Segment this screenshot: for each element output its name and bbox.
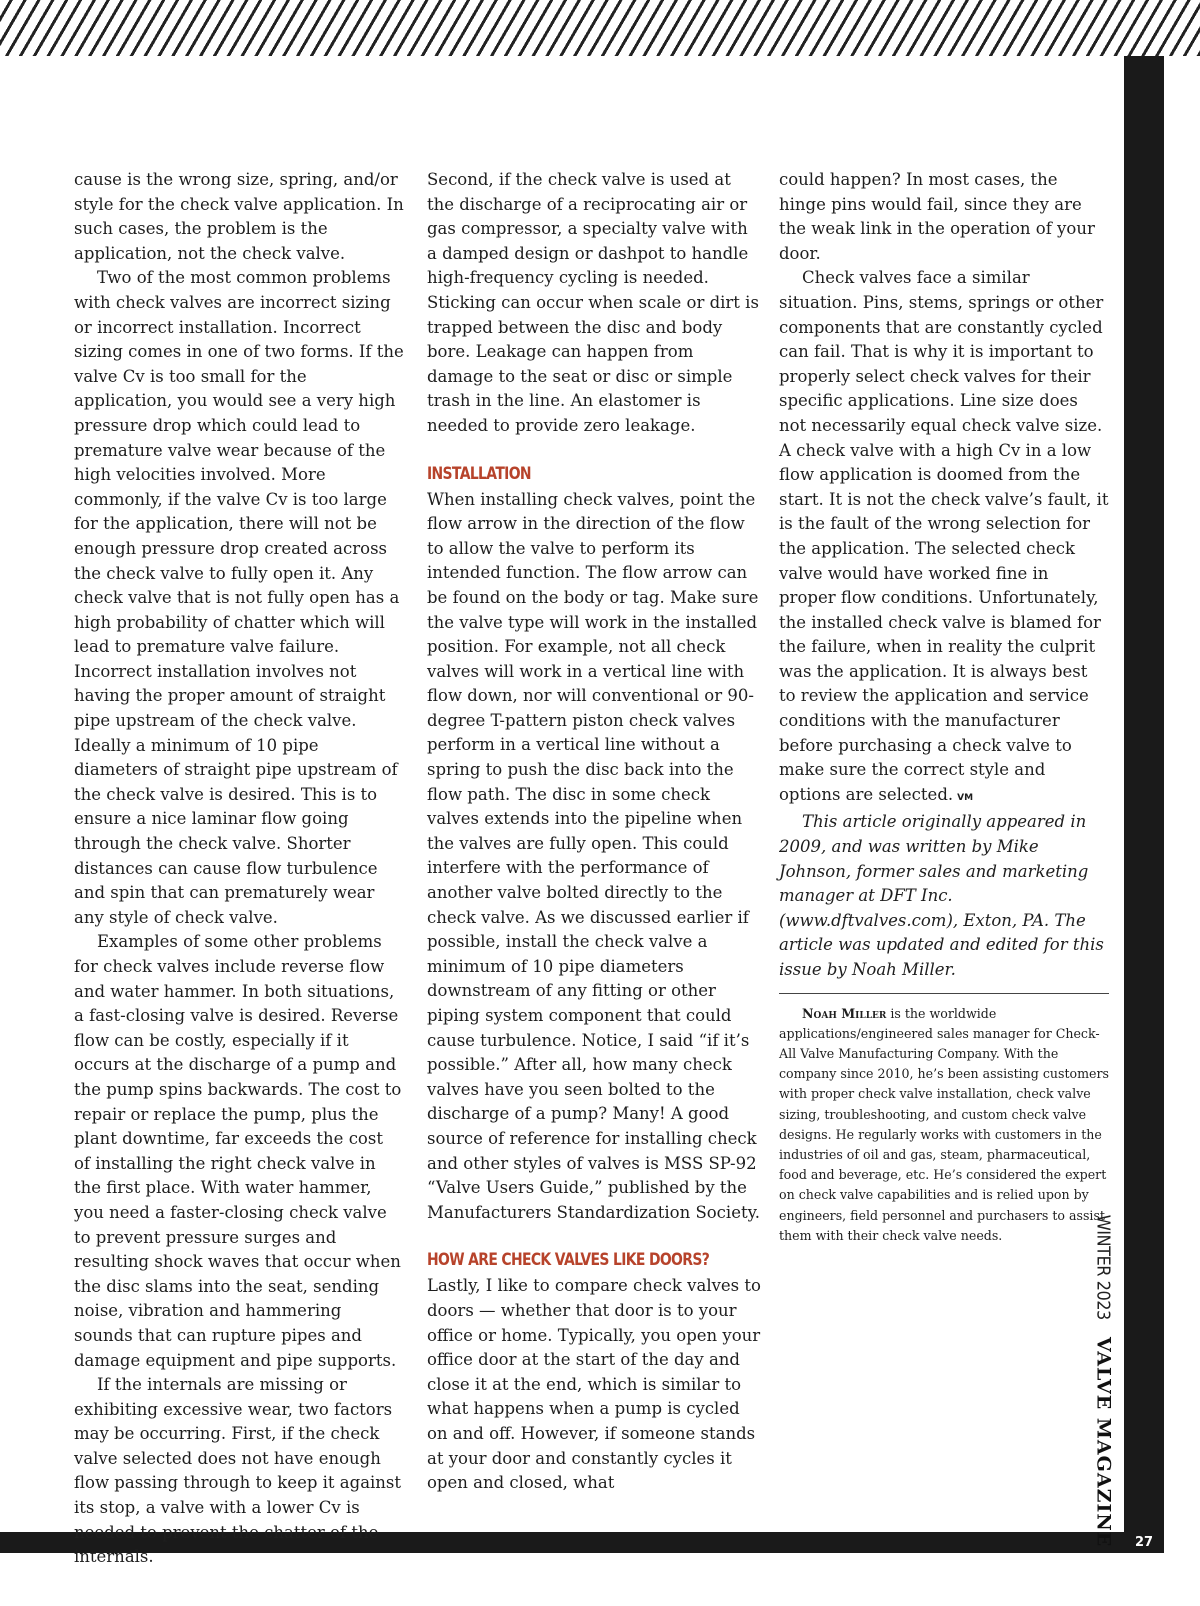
article-column-2 xyxy=(427,168,762,1496)
paragraph: cause is the wrong size, spring, and/or style for the check valve application. In such cases, the problem is the application, not the check valve. xyxy=(74,170,404,263)
article-column-1 xyxy=(74,168,404,1570)
paragraph: Second, if the check valve is used at the discharge of a reciprocating air or gas compressor, a specialty valve with a damped design or dashpot to handle high-frequency cycling is needed. Sticking can occur when scale or dirt is trapped between the disc and body bore. Leakage can happen from damage to the seat or disc or simple trash in the line. An elastomer is needed to provide zero leakage. xyxy=(427,170,759,435)
issue-label: WINTER 2023 xyxy=(1092,1214,1114,1320)
paragraph-text: Check valves face a similar situation. Pins, stems, springs or other components that are constantly cycled can fail. That is why it is important to properly select check valves for their specific applications. Line size does not necessarily equal check valve size. A check valve with a high Cv in a low flow application is doomed from the start. It is not the check valve’s fault, it is the fault of the wrong selection for the application. The selected check valve would have worked fine in proper flow conditions. Unfortunately, the installed check valve is blamed for the failure, when in reality the culprit was the application. It is always best to review the application and service conditions with the manufacturer before purchasing a check valve to make sure the correct style and options are selected. xyxy=(779,268,1109,804)
paragraph: Examples of some other problems for check valves include reverse flow and water hammer. In both situations, a fast-closing valve is desired. Reverse flow can be costly, especially if it occurs at the discharge of a pump and the pump spins backwards. The cost to repair or replace the pump, plus the plant downtime, far exceeds the cost of installing the right check valve in the first place. With water hammer, you need a faster-closing check valve to prevent pressure surges and resulting shock waves that occur when the disc slams into the seat, sending noise, vibration and hammering sounds that can rupture pipes and damage equipment and pipe supports. xyxy=(74,932,402,1370)
paragraph: Lastly, I like to compare check valves to doors — whether that door is to your office or home. Typically, you open your office door at the start of the day and close it at the end, which is similar to what happens when a pump is cycled on and off. However, if someone stands at your door and constantly cycles it open and closed, what xyxy=(427,1276,761,1493)
end-mark: VM xyxy=(957,792,974,803)
paragraph: When installing check valves, point the flow arrow in the direction of the flow to allow the valve to perform its intended function. The flow arrow can be found on the body or tag. Make sure the valve type will work in the installed position. For example, not all check valves will work in a vertical line with flow down, nor will conventional or 90-degree T-pattern piston check valves perform in a vertical line without a spring to push the disc back into the flow path. The disc in some check valves extends into the pipeline when the valves are fully open. This could interfere with the performance of another valve bolted directly to the check valve. As we discussed earlier if possible, install the check valve a minimum of 10 pipe diameters downstream of any fitting or other piping system component that could cause turbulence. Notice, I said “if it’s possible.” After all, how many check valves have you seen bolted to the discharge of a pump? Many! A good source of reference for installing check and other styles of valves is MSS SP-92 “Valve Users Guide,” published by the Manufacturers Standardization Society. xyxy=(427,489,760,1222)
author-bio-text: is the worldwide applications/engineered sales manager for Check-All Valve Manufacturing Company. With the company since 2010, he’s been assisting customers with proper check valve installation, check valve sizing, troubleshooting, and custom check valve designs. He regularly works with customers in the industries of oil and gas, steam, pharmaceutical, food and beverage, etc. He’s considered the expert on check valve capabilities and is relied upon by engineers, field personnel and purchasers to assist them with their check valve needs. xyxy=(779,1005,1109,1243)
author-bio xyxy=(779,1004,1109,1246)
article-credit: This article originally appeared in 2009, and was written by Mike Johnson, former sales and marketing manager at DFT Inc. (www.dftvalves.com), Exton, PA. The article was updated and edited for this issue by Noah Miller. xyxy=(779,812,1104,979)
running-footer xyxy=(1086,1214,1120,1547)
paragraph: Two of the most common problems with check valves are incorrect sizing or incorrect installation. Incorrect sizing comes in one of two forms. If the valve Cv is too small for the application, you would see a very high pressure drop which could lead to premature valve wear because of the high velocities involved. More commonly, if the valve Cv is too large for the application, there will not be enough pressure drop created across the check valve to fully open it. Any check valve that is not fully open has a high probability of chatter which will lead to premature valve failure. Incorrect installation involves not having the proper amount of straight pipe upstream of the check valve. Ideally a minimum of 10 pipe diameters of straight pipe upstream of the check valve is desired. This is to ensure a nice laminar flow going through the check valve. Shorter distances can cause flow turbulence and spin that can prematurely wear any style of check valve. xyxy=(74,268,404,927)
page-number: 27 xyxy=(1134,1535,1154,1550)
article-column-3 xyxy=(779,168,1109,1246)
paragraph xyxy=(779,266,1109,810)
section-heading-doors: HOW ARE CHECK VALVES LIKE DOORS? xyxy=(427,1250,710,1271)
paragraph: If the internals are missing or exhibiting excessive wear, two factors may be occurring. First, if the check valve selected does not have enough flow passing through to keep it against its stop, a valve with a lower Cv is needed to prevent the chatter of the internals. xyxy=(74,1375,402,1567)
page-edge-bar xyxy=(1124,56,1164,1553)
decorative-stripe-header xyxy=(0,0,1200,56)
magazine-name: VALVE MAGAZINE xyxy=(1092,1336,1115,1547)
author-name: Noah Miller xyxy=(802,1005,887,1021)
section-heading-installation: INSTALLATION xyxy=(427,463,531,484)
bio-divider xyxy=(779,993,1109,994)
paragraph: could happen? In most cases, the hinge pins would fail, since they are the weak link in the operation of your door. xyxy=(779,170,1095,263)
